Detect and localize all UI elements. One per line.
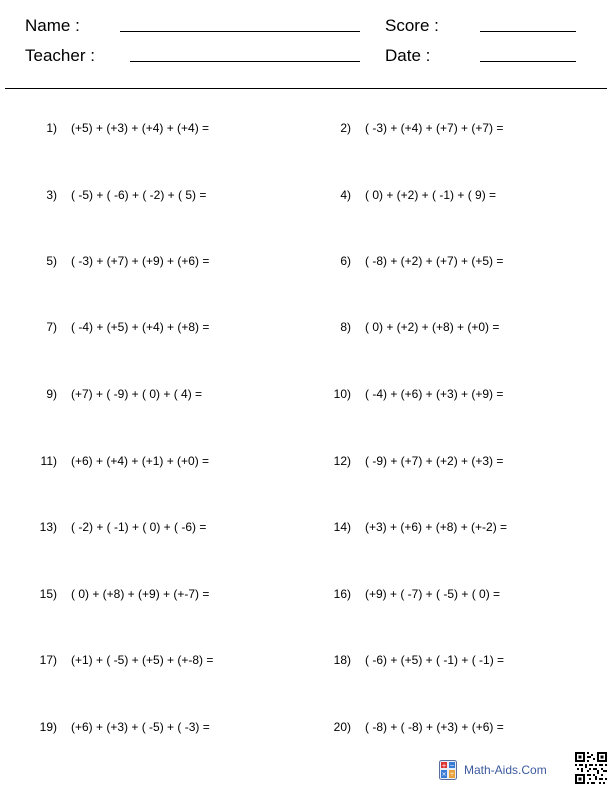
problem-paren: ) <box>53 387 57 401</box>
brand-name[interactable]: Math-Aids.Com <box>464 763 547 777</box>
problem-number: 18 <box>333 653 347 667</box>
problem-paren: ) <box>347 653 351 667</box>
problem-paren: ) <box>53 587 57 601</box>
score-line[interactable] <box>480 31 576 32</box>
problem-expression: (+1) + ( -5) + (+5) + (+-8) = <box>71 653 214 667</box>
problem-expression: ( -3) + (+4) + (+7) + (+7) = <box>365 121 504 135</box>
problem-number: 10 <box>333 387 347 401</box>
problem-number: 7 <box>46 320 53 334</box>
problem-expression: ( -4) + (+5) + (+4) + (+8) = <box>71 320 210 334</box>
problem-paren: ) <box>347 121 351 135</box>
problem-expression: (+5) + (+3) + (+4) + (+4) = <box>71 121 210 135</box>
problem-paren: ) <box>347 587 351 601</box>
svg-text:×: × <box>441 771 447 778</box>
problem-paren: ) <box>53 454 57 468</box>
problem-expression: ( -3) + (+7) + (+9) + (+6) = <box>71 254 210 268</box>
problem-number: 15 <box>39 587 53 601</box>
problem-expression: (+3) + (+6) + (+8) + (+-2) = <box>365 520 508 534</box>
problem-number: 8 <box>340 320 347 334</box>
problem-paren: ) <box>53 320 57 334</box>
problem-paren: ) <box>347 520 351 534</box>
problem-number: 6 <box>340 254 347 268</box>
problem-paren: ) <box>347 387 351 401</box>
problem-paren: ) <box>53 121 57 135</box>
problem-paren: ) <box>347 254 351 268</box>
problem-paren: ) <box>347 320 351 334</box>
brand-logo[interactable] <box>439 760 559 782</box>
problem-paren: ) <box>53 254 57 268</box>
problem-expression: ( -8) + ( -8) + (+3) + (+6) = <box>365 720 504 734</box>
teacher-label: Teacher : <box>25 46 95 65</box>
problem-paren: ) <box>53 720 57 734</box>
problem-paren: ) <box>347 720 351 734</box>
qr-code-icon <box>575 752 607 784</box>
problem-number: 20 <box>333 720 347 734</box>
problem-number: 13 <box>39 520 53 534</box>
problem-paren: ) <box>53 188 57 202</box>
problem-expression: ( -5) + ( -6) + ( -2) + ( 5) = <box>71 188 207 202</box>
problem-paren: ) <box>347 454 351 468</box>
problem-number: 17 <box>39 653 53 667</box>
problem-expression: ( -4) + (+6) + (+3) + (+9) = <box>365 387 504 401</box>
problem-expression: (+6) + (+4) + (+1) + (+0) = <box>71 454 210 468</box>
problem-number: 5 <box>46 254 53 268</box>
problem-expression: ( -9) + (+7) + (+2) + (+3) = <box>365 454 504 468</box>
problem-paren: ) <box>347 188 351 202</box>
problem-expression: ( -2) + ( -1) + ( 0) + ( -6) = <box>71 520 207 534</box>
problem-expression: ( 0) + (+2) + (+8) + (+0) = <box>365 320 500 334</box>
problem-paren: ) <box>53 520 57 534</box>
svg-text:−: − <box>449 762 455 770</box>
problem-number: 11 <box>40 454 53 468</box>
problem-expression: (+7) + ( -9) + ( 0) + ( 4) = <box>71 387 203 401</box>
problem-number: 4 <box>340 188 347 202</box>
problem-expression: ( 0) + (+8) + (+9) + (+-7) = <box>71 587 210 601</box>
problem-expression: (+6) + (+3) + ( -5) + ( -3) = <box>71 720 210 734</box>
problem-number: 9 <box>46 387 53 401</box>
svg-text:+: + <box>441 762 447 770</box>
teacher-line[interactable] <box>130 61 360 62</box>
problem-paren: ) <box>53 653 57 667</box>
problem-number: 3 <box>46 188 53 202</box>
header-divider <box>5 88 607 89</box>
svg-text:÷: ÷ <box>449 771 455 778</box>
problem-number: 12 <box>333 454 347 468</box>
problem-number: 1 <box>46 121 53 135</box>
problem-expression: (+9) + ( -7) + ( -5) + ( 0) = <box>365 587 501 601</box>
date-line[interactable] <box>480 61 576 62</box>
calculator-icon <box>439 760 457 780</box>
problem-number: 2 <box>340 121 347 135</box>
problem-expression: ( -8) + (+2) + (+7) + (+5) = <box>365 254 504 268</box>
problem-expression: ( 0) + (+2) + ( -1) + ( 9) = <box>365 188 497 202</box>
problem-number: 19 <box>39 720 53 734</box>
problem-expression: ( -6) + (+5) + ( -1) + ( -1) = <box>365 653 505 667</box>
problem-number: 14 <box>333 520 347 534</box>
problem-number: 16 <box>333 587 347 601</box>
name-line[interactable] <box>120 31 360 32</box>
score-label: Score : <box>385 16 439 35</box>
date-label: Date : <box>385 46 431 65</box>
name-label: Name : <box>25 16 80 35</box>
